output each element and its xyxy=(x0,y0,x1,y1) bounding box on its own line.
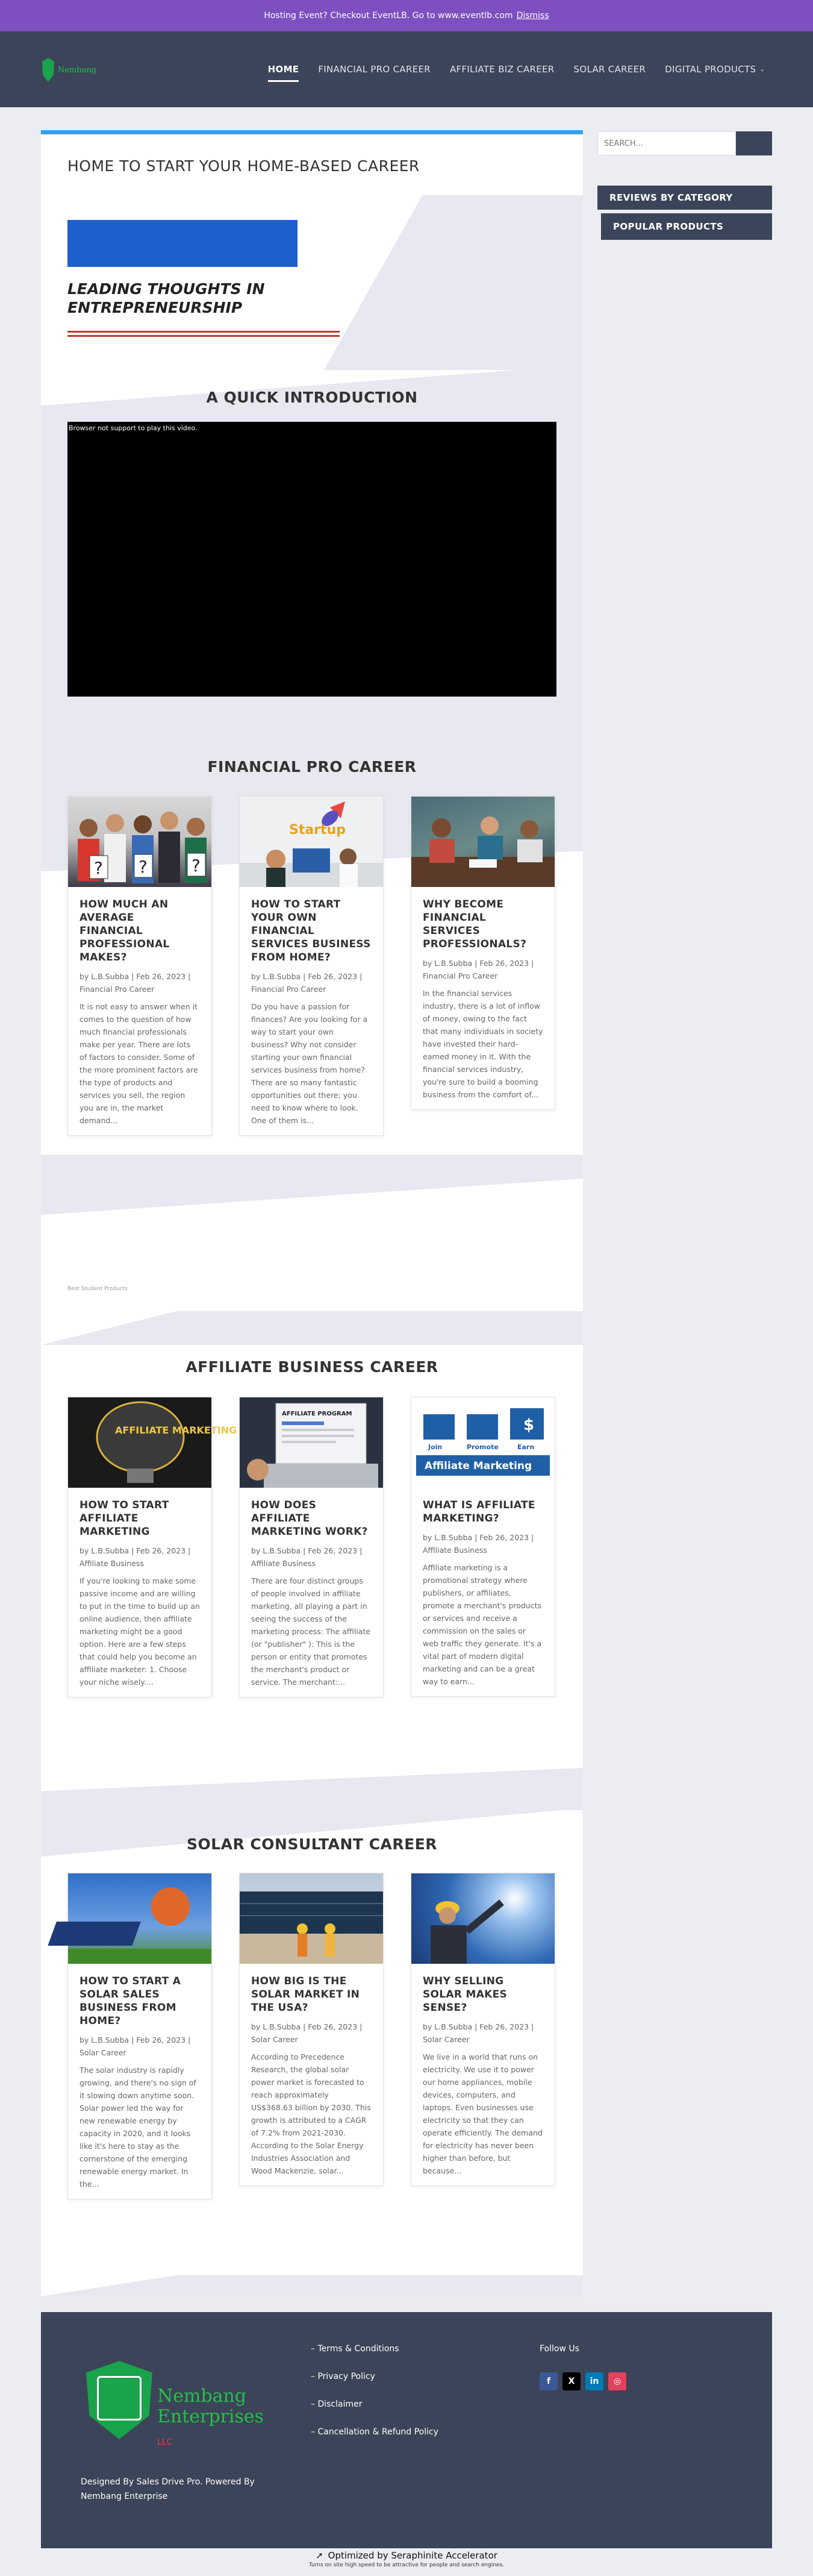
post-title[interactable]: WHY SELLING SOLAR MAKES SENSE? xyxy=(423,1975,508,2014)
post-meta: by L.B.Subba | Feb 26, 2023 | Solar Career xyxy=(251,2022,363,2044)
post-excerpt: If you're looking to make some passive income and are willing to put in the time to build up an online audience, then affiliate marketing might be a good option. Here are a few steps that could help you become an affiliate marketer: 1. Choose your niche wisely.... xyxy=(79,1576,200,1687)
post-card[interactable] xyxy=(67,1873,212,2199)
announcement-bar xyxy=(0,0,813,31)
post-card[interactable] xyxy=(411,796,555,1110)
post-card[interactable] xyxy=(411,1873,555,2186)
footer-shield-icon xyxy=(86,2361,152,2439)
nav-affiliate-biz-career[interactable]: AFFILIATE BIZ CAREER xyxy=(449,64,555,75)
accelerator-icon: ➚ xyxy=(316,2550,323,2561)
intro-video[interactable] xyxy=(67,422,556,697)
image-text: Promote xyxy=(467,1443,499,1451)
sidebar-search xyxy=(597,131,772,155)
lightbulb-illustration xyxy=(68,1397,237,1488)
post-card[interactable] xyxy=(67,1397,237,1697)
post-card[interactable] xyxy=(411,1397,555,1697)
post-image[interactable] xyxy=(68,797,211,887)
post-image[interactable] xyxy=(411,797,555,887)
post-excerpt: It is not easy to answer when it comes to the question of how much financial professionals make per year. There are lots of factors to consider. Some of the more prominent factors are the type of products and services you sell, the region you are in, the market demand... xyxy=(79,1002,198,1125)
privacy-link[interactable]: – Privacy Policy xyxy=(311,2372,375,2381)
terms-link[interactable]: – Terms & Conditions xyxy=(311,2344,399,2354)
post-image[interactable] xyxy=(240,797,383,887)
post-title[interactable]: HOW TO START YOUR OWN FINANCIAL SERVICES BUSINESS FROM HOME? xyxy=(251,898,371,964)
main-nav xyxy=(268,31,765,107)
affiliate-bottom-band xyxy=(41,1768,583,1810)
image-text: AFFILIATE PROGRAM xyxy=(282,1411,352,1417)
people-icon xyxy=(97,2376,142,2421)
facebook-icon[interactable]: f xyxy=(540,2372,558,2390)
post-image[interactable] xyxy=(240,1397,383,1488)
search-input[interactable] xyxy=(597,131,736,155)
post-title[interactable]: WHAT IS AFFILIATE MARKETING? xyxy=(423,1499,535,1525)
popular-products-label: POPULAR PRODUCTS xyxy=(613,221,724,232)
linkedin-icon[interactable]: in xyxy=(585,2372,603,2390)
post-meta: by L.B.Subba | Feb 26, 2023 | Affiliate Business xyxy=(423,1533,534,1555)
nav-digital-products[interactable] xyxy=(665,64,765,75)
nav-solar-career[interactable]: SOLAR CAREER xyxy=(573,64,646,75)
mid-band-bg xyxy=(41,1155,583,1215)
solar-heading: SOLAR CONSULTANT CAREER xyxy=(186,1835,438,1853)
financial-bottom-band xyxy=(41,1311,583,1345)
image-text: Join xyxy=(428,1443,443,1451)
image-text: Earn xyxy=(517,1443,535,1451)
svg-text:?: ? xyxy=(94,858,103,878)
brand-line1: Nembang xyxy=(157,2386,247,2407)
people-question-illustration xyxy=(68,797,211,887)
svg-text:$: $ xyxy=(523,1416,535,1434)
instagram-icon[interactable]: ◎ xyxy=(608,2372,626,2390)
post-title[interactable]: WHY BECOME FINANCIAL SERVICES PROFESSIONALS? xyxy=(423,898,527,950)
post-image[interactable] xyxy=(411,1397,555,1488)
post-meta: by L.B.Subba | Feb 26, 2023 | Solar Career xyxy=(79,2035,191,2057)
logo-text: Nembang xyxy=(57,65,96,75)
solar-bottom-band xyxy=(41,2275,583,2296)
announcement-text: Hosting Event? Checkout EventLB. Go to www.eventlb.com xyxy=(264,11,513,20)
financial-heading: FINANCIAL PRO CAREER xyxy=(207,758,417,776)
post-excerpt: Do you have a passion for finances? Are you looking for a way to start your own business? Why not consider starting your own financial services business from home? There are so many fantastic opportunities out there; you need to know where to look. One of them is... xyxy=(251,1002,368,1125)
accent-line xyxy=(41,130,583,134)
x-icon[interactable]: X xyxy=(562,2372,581,2390)
reviews-by-category-button[interactable] xyxy=(597,186,772,210)
post-card[interactable] xyxy=(239,1397,384,1697)
post-card[interactable] xyxy=(239,796,384,1136)
best-student-products[interactable]: Best Student Products xyxy=(67,1286,128,1292)
footer-logo[interactable] xyxy=(86,2361,267,2447)
hero-diagonal-bg xyxy=(324,195,583,370)
post-meta: by L.B.Subba | Feb 26, 2023 | Financial Pro Career xyxy=(423,959,534,980)
nav-home[interactable]: HOME xyxy=(267,64,299,75)
follow-us-label: Follow Us xyxy=(540,2344,579,2354)
nav-financial-pro-career[interactable]: FINANCIAL PRO CAREER xyxy=(318,64,431,75)
post-meta: by L.B.Subba | Feb 26, 2023 | Affiliate Business xyxy=(251,1546,363,1568)
post-title[interactable]: HOW MUCH AN AVERAGE FINANCIAL PROFESSIONAL MAKES? xyxy=(79,898,170,964)
post-meta: by L.B.Subba | Feb 26, 2023 | Financial Pro Career xyxy=(251,972,363,994)
svg-text:?: ? xyxy=(139,857,148,877)
post-title[interactable]: HOW DOES AFFILIATE MARKETING WORK? xyxy=(251,1499,368,1538)
post-meta: by L.B.Subba | Feb 26, 2023 | Affiliate Business xyxy=(79,1546,191,1568)
optimized-badge[interactable] xyxy=(0,2550,813,2568)
post-card[interactable] xyxy=(67,796,212,1136)
social-links xyxy=(540,2372,626,2390)
optimized-title: Optimized by Seraphinite Accelerator xyxy=(328,2550,497,2561)
post-title[interactable]: HOW TO START A SOLAR SALES BUSINESS FROM HOME? xyxy=(79,1975,181,2027)
hero-banner-box xyxy=(67,220,297,267)
post-excerpt: According to Precedence Research, the global solar power market is forecasted to reach approximately US$368.63 billion by 2030. This growth is attributed to a CAGR of 7.2% from 2021-2030. According to the Solar Energy Industries Association and Wood Mackenzie, solar... xyxy=(251,2052,371,2175)
post-excerpt: Affiliate marketing is a promotional strategy where publishers, or affiliates, promote a merchant's products or services and receive a commission on the sales or web traffic they generate. It's a vital part of modern digital marketing and can be a great way to earn... xyxy=(423,1563,542,1686)
footer-credit: Designed By Sales Drive Pro. Powered By Nembang Enterprise xyxy=(81,2477,255,2501)
affiliate-heading: AFFILIATE BUSINESS CAREER xyxy=(185,1358,438,1376)
meeting-illustration xyxy=(411,797,555,887)
site-header xyxy=(0,31,813,107)
logo-shield-icon xyxy=(42,58,54,82)
post-meta: by L.B.Subba | Feb 26, 2023 | Financial Pro Career xyxy=(79,972,191,994)
reviews-by-category-label: REVIEWS BY CATEGORY xyxy=(609,192,733,203)
disclaimer-link[interactable]: – Disclaimer xyxy=(311,2399,363,2409)
solar-panels-globe-illustration xyxy=(68,1873,211,1964)
post-excerpt: The solar industry is rapidly growing, and there's no sign of it slowing down anytime soon. Solar power led the way for new renewable energy by capacity in 2020, and it looks like it's here to stay as the cornerstone of the emerging renewable energy market. In the... xyxy=(79,2066,196,2189)
site-logo[interactable] xyxy=(42,55,96,84)
post-image[interactable] xyxy=(68,1873,211,1964)
affiliate-marketing-graphic xyxy=(411,1397,555,1488)
intro-heading: A QUICK INTRODUCTION xyxy=(206,389,418,406)
engineer-sun-illustration xyxy=(411,1873,555,1964)
post-image[interactable] xyxy=(411,1873,555,1964)
dismiss-link[interactable]: Dismiss xyxy=(516,11,549,20)
main-content xyxy=(41,130,583,2296)
post-card[interactable] xyxy=(239,1873,384,2186)
post-image[interactable] xyxy=(68,1397,237,1488)
page-title: HOME TO START YOUR HOME-BASED CAREER xyxy=(67,157,420,175)
svg-text:?: ? xyxy=(192,856,201,876)
post-excerpt: In the financial services industry, there is a lot of inflow of money, owing to the fact that many individuals in society have invested their hard-earned money in it. With the financial services industry, you're sure to build a booming business from the comfort of... xyxy=(423,989,543,1099)
post-excerpt: There are four distinct groups of people involved in affiliate marketing, all playing a part in seeing the success of the marketing process: The affiliate (or "publisher" ): This is the person or entity that promotes the merchant's product or service. The merchant:... xyxy=(251,1576,371,1687)
footer-links xyxy=(311,2344,438,2455)
leading-heading: LEADING THOUGHTS IN ENTREPRENEURSHIP xyxy=(67,280,265,316)
post-title[interactable]: HOW TO START AFFILIATE MARKETING xyxy=(79,1499,169,1538)
optimized-subtitle: Turns on site high speed to be attractive for people and search engines. xyxy=(308,2562,505,2568)
chevron-down-icon: ⌄ xyxy=(759,66,765,73)
search-button[interactable] xyxy=(736,131,772,155)
image-text: AFFILIATE MARKETING xyxy=(115,1424,237,1436)
refund-policy-link[interactable]: – Cancellation & Refund Policy xyxy=(311,2427,438,2437)
brand-tag: LLC xyxy=(157,2437,173,2447)
nav-digital-products-label: DIGITAL PRODUCTS xyxy=(665,64,756,75)
solar-field-workers-illustration xyxy=(240,1873,383,1964)
red-divider xyxy=(67,331,340,339)
laptop-illustration xyxy=(240,1397,383,1488)
brand-line2: Enterprises xyxy=(157,2406,264,2427)
post-title[interactable]: HOW BIG IS THE SOLAR MARKET IN THE USA? xyxy=(251,1975,360,2014)
post-excerpt: We live in a world that runs on electricity. We use it to power our home appliances, mobile devices, computers, and laptops. Even businesses use electricity so that they can operate efficiently. The demand for electricity has never been higher than before, but because... xyxy=(423,2052,543,2175)
post-meta: by L.B.Subba | Feb 26, 2023 | Solar Career xyxy=(423,2022,534,2044)
footer-brand xyxy=(157,2386,264,2452)
image-text: Affiliate Marketing xyxy=(425,1460,532,1472)
post-image[interactable] xyxy=(240,1873,383,1964)
site-footer xyxy=(41,2312,772,2548)
startup-rocket-illustration xyxy=(240,797,383,887)
popular-products-button[interactable] xyxy=(601,213,772,240)
video-fallback-text: Browser not support to play this video. xyxy=(69,424,198,432)
svg-text:Startup: Startup xyxy=(289,823,346,838)
